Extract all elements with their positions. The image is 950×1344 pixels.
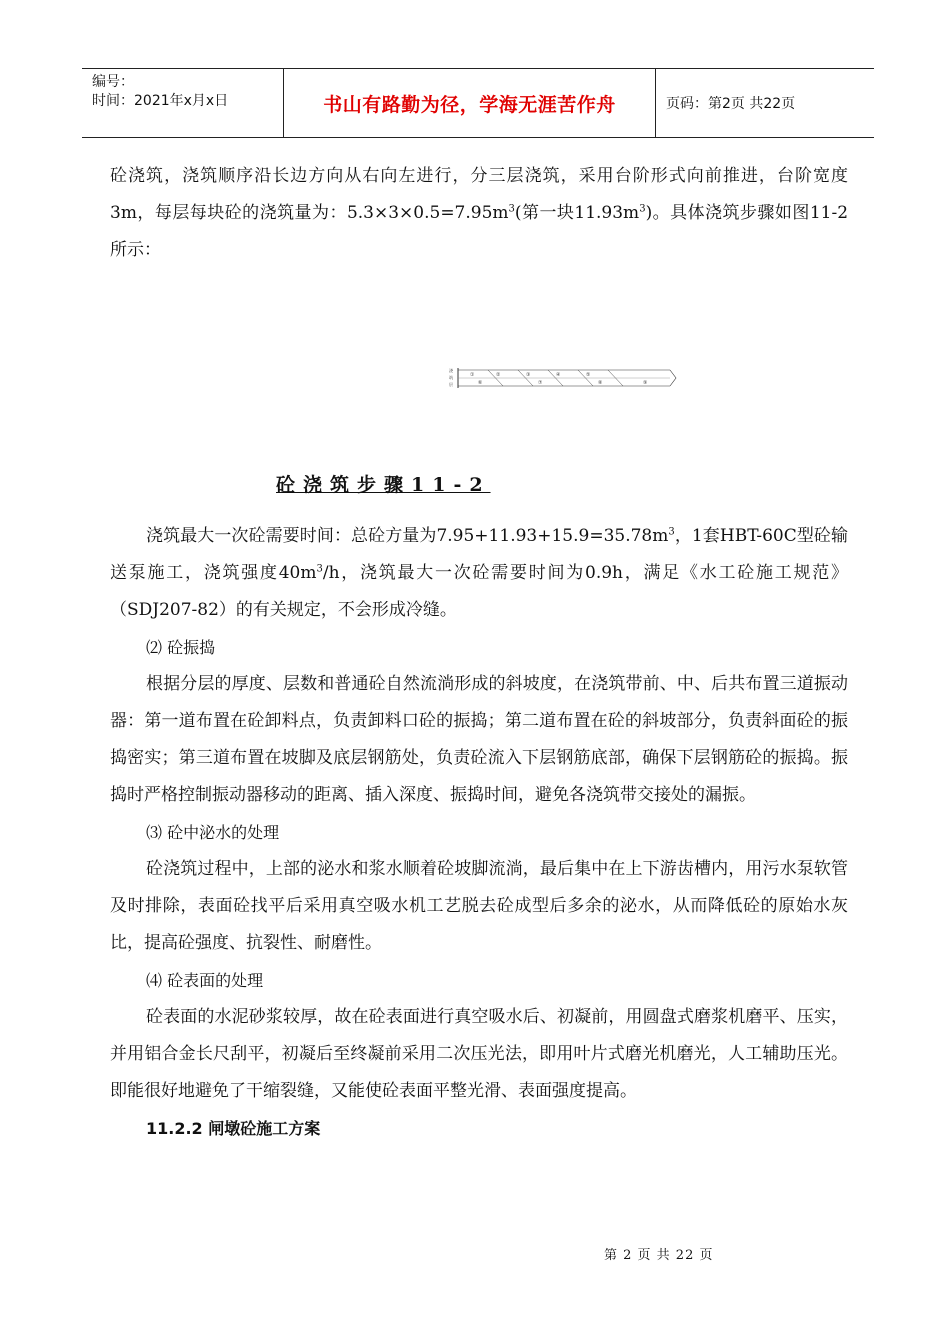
fig-label: 浇	[449, 368, 453, 373]
fig-step: ②	[496, 372, 501, 378]
p2-text-b: ，1套HBT-60C型砼输送泵施工，浇筑强度40m	[110, 526, 849, 583]
subheading-vibration: ⑵ 砼振捣	[146, 638, 216, 657]
p2-text-c: /h，浇筑最大一次砼需要时间为0.9h，满足《水工砼施工规范》（SDJ207-82）的有关规定，不会形成冷缝。	[110, 563, 848, 620]
sup-cubic: 3	[508, 203, 515, 215]
figure-caption: 砼浇筑步骤11-2	[276, 474, 491, 496]
section-heading: 11.2.2 闸墩砼施工方案	[146, 1119, 321, 1138]
page-footer: 第 2 页 共 22 页	[604, 1248, 714, 1263]
fig-step: ⑨	[643, 380, 648, 386]
fig-label: 层	[449, 382, 453, 387]
pouring-steps-figure	[448, 366, 680, 390]
header-page-info: 页码：第2页 共22页	[666, 96, 796, 112]
header-meta	[82, 69, 284, 137]
fig-step: ⑥	[478, 380, 483, 386]
pouring-diagram	[448, 366, 680, 390]
main-body	[110, 518, 848, 1147]
header-motto: 书山有路勤为径，学海无涯苦作舟	[284, 69, 656, 137]
subheading-bleeding: ⑶ 砼中泌水的处理	[146, 823, 280, 842]
fig-label: 筑	[449, 375, 453, 380]
fig-step: ⑤	[586, 372, 591, 378]
fig-step: ⑧	[598, 380, 603, 386]
subheading-surface: ⑷ 砼表面的处理	[146, 971, 264, 990]
sup-cubic: 3	[316, 563, 323, 575]
page-header	[82, 68, 874, 138]
sup-cubic: 3	[639, 203, 646, 215]
paragraph-vibration: 根据分层的厚度、层数和普通砼自然流淌形成的斜坡度，在浇筑带前、中、后共布置三道振动器：第一道布置在砼卸料点，负责卸料口砼的振捣；第二道布置在砼的斜坡部分，负责斜面砼的振捣密实；第三道布置在坡脚及底层钢筋处，负责砼流入下层钢筋底部，确保下层钢筋砼的振捣。振捣时严格控制振动器移动的距离、插入深度、振捣时间，避免各浇筑带交接处的漏振。	[110, 674, 848, 805]
p2-text-a: 浇筑最大一次砼需要时间：总砼方量为7.95+11.93+15.9=35.78m	[146, 526, 669, 546]
fig-step: ③	[526, 372, 531, 378]
p1-text-c: )。具体浇筑步骤如图11-2所示：	[110, 203, 849, 260]
p1-text-b: (第一块11.93m	[514, 203, 640, 223]
fig-step: ⑦	[538, 380, 543, 386]
sup-cubic: 3	[668, 526, 675, 538]
header-number: 编号：	[92, 74, 134, 90]
paragraph-time	[110, 518, 848, 629]
intro-paragraph	[110, 158, 848, 269]
paragraph-bleeding: 砼浇筑过程中，上部的泌水和浆水顺着砼坡脚流淌，最后集中在上下游齿槽内，用污水泵软管及时排除，表面砼找平后采用真空吸水机工艺脱去砼成型后多余的泌水，从而降低砼的原始水灰比，提高砼强度、抗裂性、耐磨性。	[110, 859, 848, 953]
header-time: 时间：2021年x月x日	[92, 93, 229, 109]
fig-step: ①	[470, 372, 475, 378]
paragraph-surface: 砼表面的水泥砂浆较厚，故在砼表面进行真空吸水后、初凝前，用圆盘式磨浆机磨平、压实，并用铝合金长尺刮平，初凝后至终凝前采用二次压光法，即用叶片式磨光机磨光，人工辅助压光。即能很好地避免了干缩裂缝，又能使砼表面平整光滑、表面强度提高。	[110, 1007, 848, 1101]
p1-text-a: 砼浇筑，浇筑顺序沿长边方向从右向左进行，分三层浇筑，采用台阶形式向前推进，台阶宽度3m，每层每块砼的浇筑量为：5.3×3×0.5=7.95m	[110, 166, 848, 223]
fig-right-edge	[670, 370, 676, 386]
fig-step: ④	[556, 372, 561, 378]
